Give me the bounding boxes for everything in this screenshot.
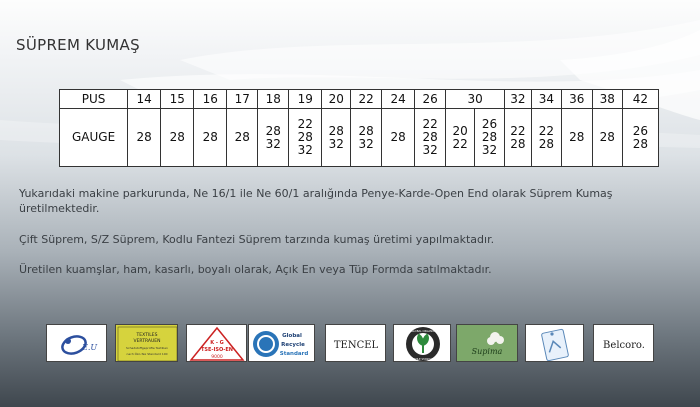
pus-cell: 42 <box>622 90 658 109</box>
gauge-label: GAUGE <box>60 109 128 167</box>
pus-cell: 19 <box>289 90 322 109</box>
logo-oeko-line4: nach Öko-Tex Standard 100 <box>126 352 168 356</box>
pus-cell: 20 <box>322 90 351 109</box>
gauge-cell: 28 <box>161 109 194 167</box>
logo-tag[interactable] <box>525 324 584 362</box>
logo-grs-line1: Global <box>282 333 302 339</box>
logo-belcoro-text: Belcoro. <box>603 340 645 351</box>
gauge-cell: 28 <box>128 109 161 167</box>
logo-tencel[interactable] <box>325 324 386 362</box>
gauge-row <box>60 109 659 167</box>
pus-cell: 34 <box>531 90 561 109</box>
pus-cell: 32 <box>505 90 532 109</box>
gauge-cell: 22 28 <box>505 109 532 167</box>
logo-eu[interactable] <box>46 324 107 362</box>
pus-cell: 17 <box>227 90 258 109</box>
certification-logos <box>46 324 666 364</box>
logo-oeko-line1: TEXTILES <box>136 333 158 338</box>
gauge-cell: 28 <box>227 109 258 167</box>
logo-grs-line2: Recycle <box>281 342 305 348</box>
pus-cell: 16 <box>194 90 227 109</box>
gauge-cell: 28 32 <box>351 109 382 167</box>
gauge-cell: 28 32 <box>322 109 351 167</box>
logo-oeko-tex[interactable] <box>115 324 178 362</box>
pus-row <box>60 90 659 109</box>
logo-supima-text: Supima <box>471 347 503 356</box>
logo-gots[interactable] <box>393 324 451 362</box>
logo-tencel-text: TENCEL <box>333 340 379 351</box>
pus-cell: 22 <box>351 90 382 109</box>
logo-gots-line2: TEXTILE STANDARD <box>410 358 436 361</box>
logo-belcoro[interactable] <box>593 324 654 362</box>
gauge-cell: 22 28 32 <box>289 109 322 167</box>
logo-tse-line1: K - G <box>210 340 224 346</box>
pus-cell: 14 <box>128 90 161 109</box>
logo-tse-line3: 9000 <box>211 355 223 360</box>
logo-oeko-line2: VERTRAUEN <box>133 339 161 344</box>
gauge-cell: 20 22 <box>446 109 475 167</box>
gauge-cell: 26 28 <box>622 109 658 167</box>
pus-cell: 30 <box>446 90 505 109</box>
pus-cell: 36 <box>561 90 592 109</box>
logo-global-recycle[interactable] <box>248 324 315 362</box>
logo-tse-line2: TSE-ISO-EN <box>201 347 233 353</box>
gauge-cell: 22 28 32 <box>415 109 446 167</box>
description-paragraph: Üretilen kuamşlar, ham, kasarlı, boyalı olarak, Açık En veya Tüp Formda satılmaktadır. <box>19 263 492 276</box>
pus-cell: 24 <box>382 90 415 109</box>
pus-cell: 38 <box>592 90 622 109</box>
logo-oeko-line3: Schadstoffgeprüfte Textilien <box>126 346 168 350</box>
pus-cell: 26 <box>415 90 446 109</box>
logo-eu-text: E.U <box>82 343 98 352</box>
pus-cell: 18 <box>258 90 289 109</box>
gauge-cell: 26 28 32 <box>475 109 505 167</box>
pus-label: PUS <box>60 90 128 109</box>
gauge-cell: 28 <box>592 109 622 167</box>
description-paragraph: Çift Süprem, S/Z Süprem, Kodlu Fantezi Süprem tarzında kumaş üretimi yapılmaktadır. <box>19 233 495 246</box>
gauge-cell: 28 <box>561 109 592 167</box>
gauge-cell: 22 28 <box>531 109 561 167</box>
logo-tse-iso[interactable] <box>186 324 247 362</box>
gauge-cell: 28 <box>194 109 227 167</box>
description-paragraph: Yukarıdaki makine parkurunda, Ne 16/1 ile Ne 60/1 aralığında Penye-Karde-Open End olarak Süprem Kumaş üretilmektedir. <box>19 187 613 215</box>
logo-gots-line1: GLOBAL ORGANIC <box>411 330 435 333</box>
gauge-cell: 28 32 <box>258 109 289 167</box>
page-title: SÜPREM KUMAŞ <box>16 36 140 54</box>
logo-supima[interactable] <box>456 324 518 362</box>
pus-cell: 15 <box>161 90 194 109</box>
machine-gauge-table <box>59 89 659 167</box>
gauge-cell: 28 <box>382 109 415 167</box>
logo-grs-line3: Standard <box>279 351 309 357</box>
